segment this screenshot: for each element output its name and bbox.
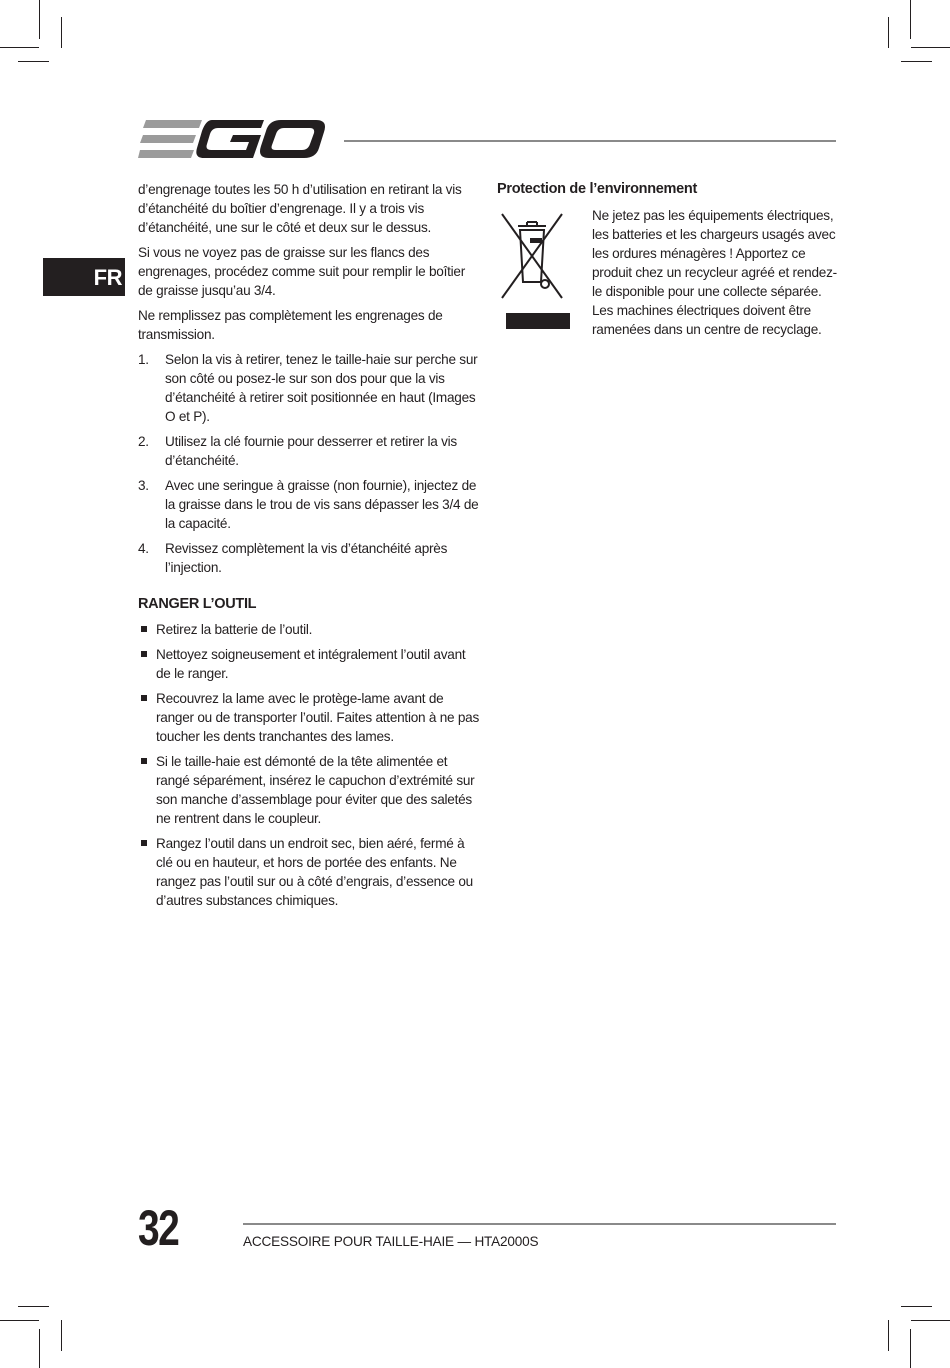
step-item (138, 476, 480, 533)
environment-text: Ne jetez pas les équipements électriques, les batteries et les chargeurs usagés avec les ordures ménagères ! Apportez ce produit chez un recycleur agréé et rendez-le disponible pour une collecte séparée. Les machines électriques doivent être ramenées dans un centre de recyclage. (592, 208, 837, 337)
list-item (138, 834, 480, 910)
step-item (138, 350, 480, 426)
storage-list (138, 620, 480, 910)
weee-crossed-bin-icon (500, 212, 564, 304)
crop-mark (901, 1306, 932, 1307)
crop-mark (61, 17, 62, 48)
bullet-square-icon (141, 626, 147, 632)
step-text: Utilisez la clé fournie pour desserrer et retirer la vis d’étanchéité. (165, 434, 457, 468)
bullet-text: Si le taille-haie est démonté de la tête alimentée et rangé séparément, insérez le capuchon d’extrémité sur son manche d’assemblage pour éviter que des saletés ne rentrent dans le coupleur. (156, 754, 475, 826)
bullet-square-icon (141, 695, 147, 701)
crop-mark (18, 61, 49, 62)
bullet-square-icon (141, 651, 147, 657)
crop-mark (0, 47, 39, 48)
intro-paragraph: Si vous ne voyez pas de graisse sur les flancs des engrenages, procédez comme suit pour remplir le boîtier de graisse jusqu’au 3/4. (138, 245, 466, 298)
step-number: 4. (138, 541, 149, 556)
right-column (497, 180, 839, 205)
crop-mark (61, 1320, 62, 1351)
left-column (138, 180, 480, 916)
bullet-text: Rangez l’outil dans un endroit sec, bien aéré, fermé à clé ou en hauteur, et hors de portée des enfants. Ne rangez pas l’outil sur ou à côté d’engrais, d’essence ou d’autres substances chimiques. (156, 836, 473, 908)
crop-mark (18, 1306, 49, 1307)
step-text: Revissez complètement la vis d’étanchéité après l’injection. (165, 541, 448, 575)
page-number: 32 (138, 1200, 179, 1256)
step-number: 2. (138, 434, 149, 449)
ego-logo (138, 118, 328, 167)
list-item (138, 620, 480, 639)
header-rule (344, 140, 836, 142)
storage-heading: RANGER L’OUTIL (138, 596, 257, 612)
weee-solid-bar (506, 313, 570, 329)
bullet-text: Recouvrez la lame avec le protège-lame avant de ranger ou de transporter l’outil. Faites attention à ne pas toucher les dents tranchantes des lames. (156, 691, 480, 744)
crop-mark (910, 0, 911, 39)
intro-paragraph: Ne remplissez pas complètement les engrenages de transmission. (138, 308, 443, 342)
step-item (138, 432, 480, 470)
crop-mark (39, 0, 40, 39)
bullet-text: Retirez la batterie de l’outil. (156, 622, 313, 637)
crop-mark (39, 1329, 40, 1368)
intro-paragraph: d’engrenage toutes les 50 h d’utilisation en retirant la vis d’étanchéité du boîtier d’engrenage. Il y a trois vis d’étanchéité, une sur le côté et deux sur le dessus. (138, 182, 462, 235)
step-number: 3. (138, 478, 149, 493)
step-text: Selon la vis à retirer, tenez le taille-haie sur perche sur son côté ou posez-le sur son dos pour que la vis d’étanchéité à retirer soit positionnée en haut (Images O et P). (165, 352, 478, 424)
step-number: 1. (138, 352, 149, 367)
crop-mark (911, 47, 950, 48)
bullet-square-icon (141, 840, 147, 846)
list-item (138, 689, 480, 746)
steps-list (138, 350, 480, 577)
crop-mark (0, 1320, 39, 1321)
footer-rule (243, 1223, 836, 1225)
bullet-text: Nettoyez soigneusement et intégralement l’outil avant de le ranger. (156, 647, 466, 681)
crop-mark (910, 1329, 911, 1368)
step-text: Avec une seringue à graisse (non fournie), injectez de la graisse dans le trou de vis sans dépasser les 3/4 de la capacité. (165, 478, 479, 531)
bullet-square-icon (141, 758, 147, 764)
language-tab: FR (43, 258, 125, 296)
list-item (138, 752, 480, 828)
crop-mark (901, 61, 932, 62)
crop-mark (888, 1320, 889, 1351)
footer-title: ACCESSOIRE POUR TAILLE-HAIE — HTA2000S (243, 1234, 539, 1249)
crop-mark (888, 17, 889, 48)
list-item (138, 645, 480, 683)
crop-mark (911, 1320, 950, 1321)
environment-heading: Protection de l’environnement (497, 181, 697, 197)
step-item (138, 539, 480, 577)
